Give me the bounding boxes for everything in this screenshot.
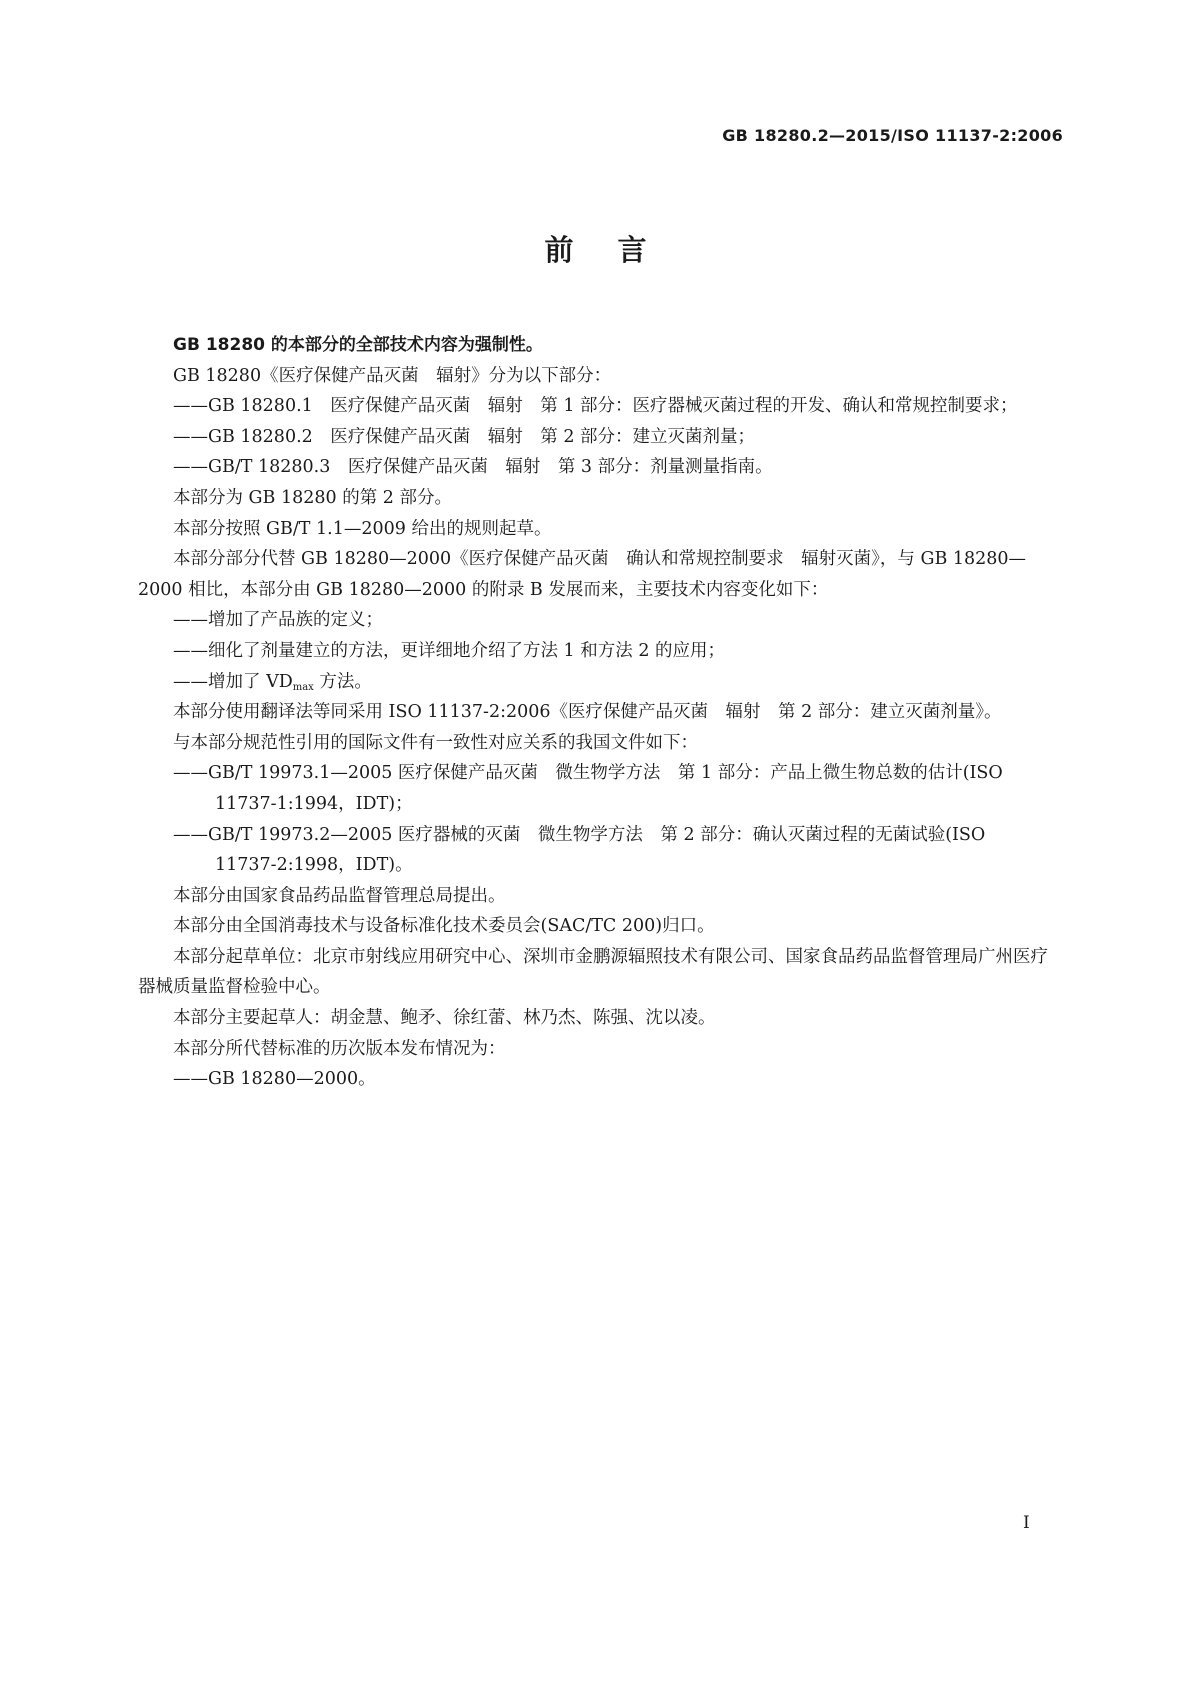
- mandatory-statement: GB 18280 的本部分的全部技术内容为强制性。: [173, 335, 543, 355]
- paragraph-proposed-by: 本部分由国家食品药品监督管理总局提出。: [173, 885, 506, 906]
- paragraph-technical-committee: 本部分由全国消毒技术与设备标准化技术委员会(SAC/TC 200)归口。: [173, 916, 715, 937]
- foreword-body: [138, 330, 1050, 1095]
- paragraph-drafting-units: 本部分起草单位：北京市射线应用研究中心、深圳市金鹏源辐照技术有限公司、国家食品药品监督管理局广州医疗器械质量监督检验中心。: [138, 946, 1048, 998]
- list-item-previous-edition: ——GB 18280—2000。: [173, 1069, 376, 1090]
- list-item-part3: ——GB/T 18280.3 医疗保健产品灭菌 辐射 第 3 部分：剂量测量指南。: [173, 457, 773, 478]
- standard-code-header: GB 18280.2—2015/ISO 11137-2:2006: [722, 126, 1063, 145]
- paragraph-replacement: 本部分部分代替 GB 18280—2000《医疗保健产品灭菌 确认和常规控制要求 辐射灭菌》，与 GB 18280—2000 相比，本部分由 GB 18280—2000 的附录 B 发展而来，主要技术内容变化如下：: [138, 549, 1027, 600]
- paragraph-drafting-rules: 本部分按照 GB/T 1.1—2009 给出的规则起草。: [173, 518, 552, 539]
- change3-prefix: ——增加了 VD: [173, 671, 293, 692]
- paragraph-references-intro: 与本部分规范性引用的国际文件有一致性对应关系的我国文件如下：: [173, 732, 698, 753]
- change3-subscript: max: [292, 681, 314, 693]
- page-title: 前言: [544, 233, 691, 267]
- list-item-change1: ——增加了产品族的定义；: [173, 610, 383, 631]
- paragraph-parts-intro: GB 18280《医疗保健产品灭菌 辐射》分为以下部分：: [173, 365, 612, 386]
- list-item-reference2: ——GB/T 19973.2—2005 医疗器械的灭菌 微生物学方法 第 2 部分：确认灭菌过程的无菌试验(ISO 11737-2:1998，IDT)。: [173, 824, 991, 876]
- list-item-part2: ——GB 18280.2 医疗保健产品灭菌 辐射 第 2 部分：建立灭菌剂量；: [173, 426, 756, 447]
- change3-suffix: 方法。: [313, 671, 372, 692]
- paragraph-this-part: 本部分为 GB 18280 的第 2 部分。: [173, 487, 452, 508]
- paragraph-drafters: 本部分主要起草人：胡金慧、鲍矛、徐红蕾、林乃杰、陈强、沈以凌。: [173, 1008, 716, 1029]
- list-item-change2: ——细化了剂量建立的方法，更详细地介绍了方法 1 和方法 2 的应用；: [173, 640, 726, 661]
- list-item-reference1: ——GB/T 19973.1—2005 医疗保健产品灭菌 微生物学方法 第 1 部分：产品上微生物总数的估计(ISO 11737-1:1994，IDT)；: [173, 763, 1009, 814]
- page-number: Ⅰ: [1023, 1513, 1030, 1533]
- paragraph-previous-editions: 本部分所代替标准的历次版本发布情况为：: [173, 1038, 506, 1059]
- paragraph-adoption: 本部分使用翻译法等同采用 ISO 11137-2:2006《医疗保健产品灭菌 辐射 第 2 部分：建立灭菌剂量》。: [173, 702, 1002, 723]
- list-item-part1: ——GB 18280.1 医疗保健产品灭菌 辐射 第 1 部分：医疗器械灭菌过程的开发、确认和常规控制要求；: [173, 396, 1018, 417]
- list-item-change3: [138, 667, 1050, 698]
